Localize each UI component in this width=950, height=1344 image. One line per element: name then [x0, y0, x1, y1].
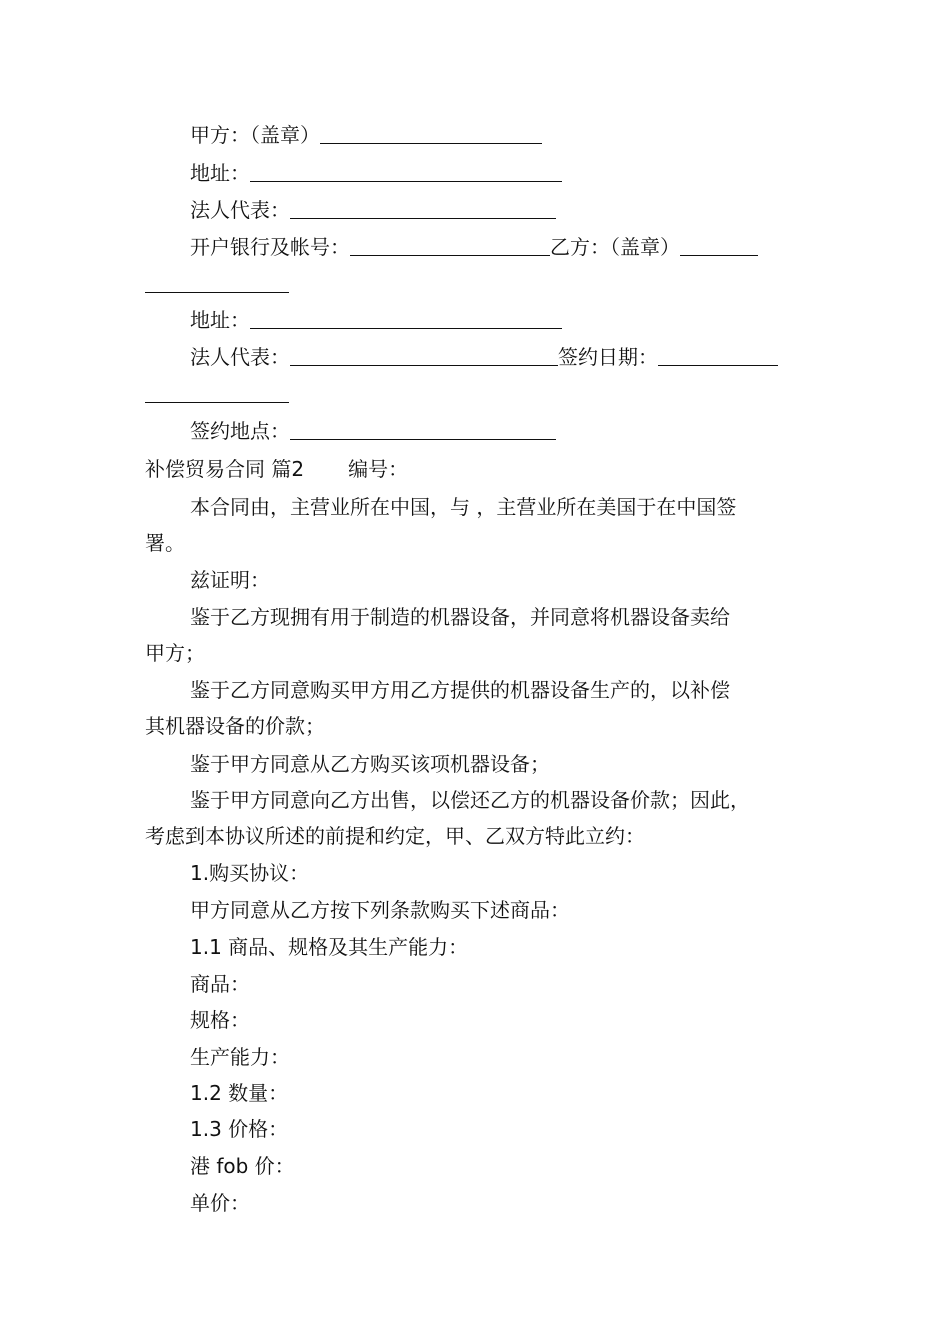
sign-date-continuation — [145, 376, 289, 412]
sign-place-blank — [290, 417, 556, 440]
party-a-blank — [320, 121, 542, 144]
intro-line-2: 署。 — [145, 531, 185, 555]
section-1-text: 甲方同意从乙方按下列条款购买下述商品： — [190, 898, 570, 922]
recital-3-line: 鉴于甲方同意从乙方购买该项机器设备； — [190, 752, 550, 776]
legal-rep2-label: 法人代表： — [190, 345, 290, 369]
party-b-blank-cont — [145, 270, 289, 293]
party-a-label: 甲方：（盖章） — [190, 123, 320, 147]
recital-4-line-2: 考虑到本协议所述的前提和约定，甲、乙双方特此立约： — [145, 824, 645, 848]
address2-line — [190, 302, 562, 338]
recital-2-line-1: 鉴于乙方同意购买甲方用乙方提供的机器设备生产的，以补偿 — [190, 678, 730, 702]
legal-rep2-blank — [290, 343, 558, 366]
spec-line: 规格： — [190, 1008, 250, 1032]
address-blank — [250, 159, 562, 182]
section-1-1: 1.1 商品、规格及其生产能力： — [190, 935, 469, 959]
section-1-2: 1.2 数量： — [190, 1081, 289, 1105]
intro-line-1: 本合同由，主营业所在中国，与 ，主营业所在美国于在中国签 — [190, 495, 737, 519]
party-b-label: 乙方：（盖章） — [550, 235, 680, 259]
fob-price-line: 港 fob 价： — [190, 1154, 295, 1178]
recital-2-line-2: 其机器设备的价款； — [145, 714, 325, 738]
sign-place-line — [190, 413, 556, 449]
address-line — [190, 155, 562, 191]
sign-date-blank — [658, 343, 778, 366]
unit-price-line: 单价： — [190, 1191, 250, 1215]
contract-title-line — [145, 451, 408, 487]
legal-rep2-line — [190, 339, 778, 375]
recital-4-line-1: 鉴于甲方同意向乙方出售，以偿还乙方的机器设备价款；因此， — [190, 788, 750, 812]
sign-date-label: 签约日期： — [558, 345, 658, 369]
contract-number-label: 编号： — [348, 457, 409, 481]
address-label: 地址： — [190, 161, 250, 185]
contract-title: 补偿贸易合同 篇2 — [145, 457, 305, 481]
legal-rep-line — [190, 192, 556, 228]
section-1-3: 1.3 价格： — [190, 1117, 289, 1141]
goods-line: 商品： — [190, 972, 250, 996]
recital-1-line-1: 鉴于乙方现拥有用于制造的机器设备，并同意将机器设备卖给 — [190, 605, 730, 629]
section-1-heading: 1.购买协议： — [190, 861, 310, 885]
recital-1-line-2: 甲方； — [145, 641, 205, 665]
legal-rep-label: 法人代表： — [190, 198, 290, 222]
party-b-blank — [680, 233, 758, 256]
sign-place-label: 签约地点： — [190, 419, 290, 443]
bank-blank — [350, 233, 550, 256]
party-b-continuation — [145, 266, 289, 302]
sign-date-blank-cont — [145, 380, 289, 403]
legal-rep-blank — [290, 196, 556, 219]
bank-line — [190, 229, 758, 265]
witness-line: 兹证明： — [190, 568, 270, 592]
address2-label: 地址： — [190, 308, 250, 332]
bank-label: 开户银行及帐号： — [190, 235, 350, 259]
party-a-line — [190, 117, 542, 153]
address2-blank — [250, 306, 562, 329]
capacity-line: 生产能力： — [190, 1045, 290, 1069]
